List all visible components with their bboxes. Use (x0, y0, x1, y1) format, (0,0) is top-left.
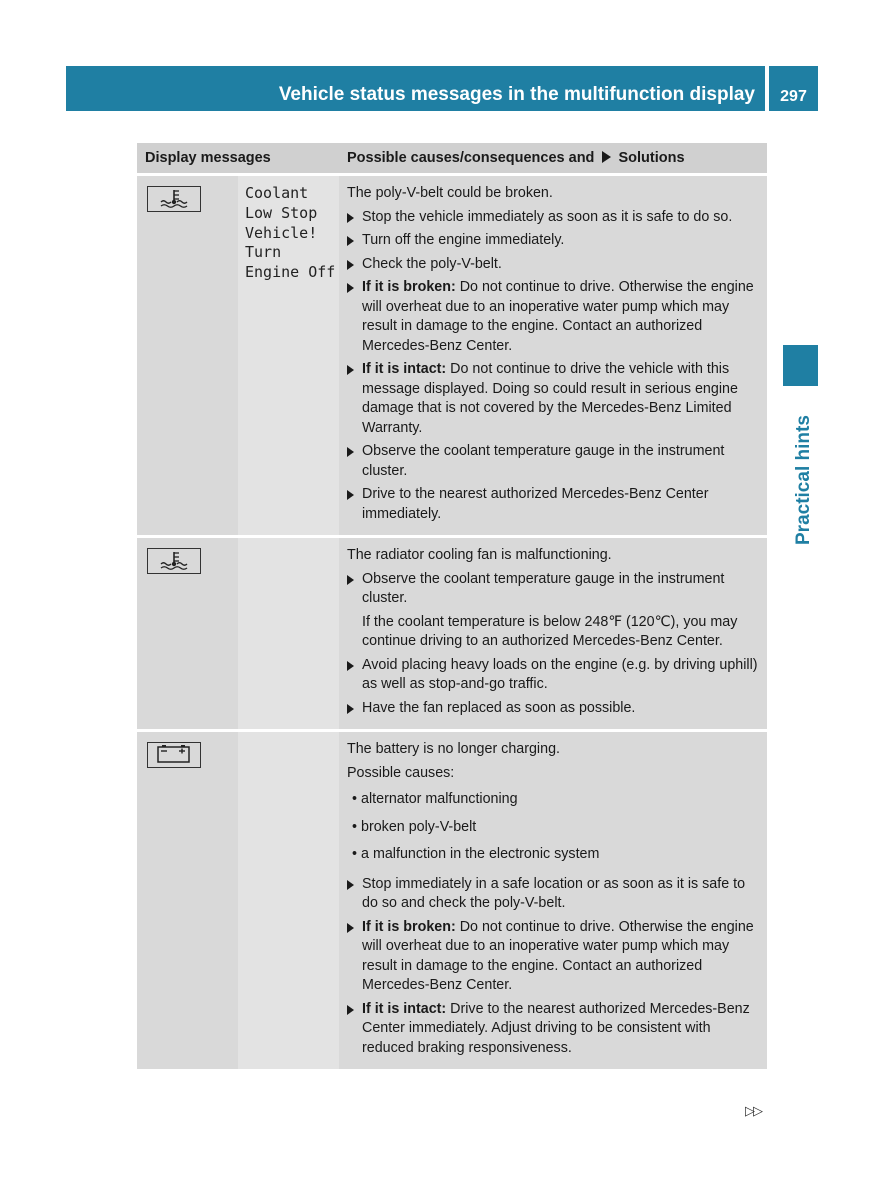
cause-text: alternator malfunctioning (361, 791, 518, 807)
header-bar (66, 66, 765, 111)
arrow-icon (602, 151, 611, 163)
step-arrow-icon (347, 1005, 354, 1015)
solution-step (347, 699, 761, 719)
icon-cell (137, 732, 238, 1069)
status-messages-table (137, 143, 767, 1069)
solution-step (347, 278, 761, 356)
message-line: Vehicle! (245, 223, 318, 242)
cause-intro: The radiator cooling fan is malfunctioning. (347, 547, 612, 563)
solution-step (347, 208, 761, 228)
step-arrow-icon (347, 213, 354, 223)
solution-step (347, 231, 761, 251)
step-condition: If it is broken: (362, 279, 456, 295)
section-tab-marker (783, 345, 818, 386)
step-arrow-icon (347, 880, 354, 890)
causes-cell (339, 538, 767, 729)
solution-step (347, 442, 761, 481)
page-title: Vehicle status messages in the multifunction display (278, 84, 755, 105)
cause-item: • broken poly-V-belt (352, 818, 477, 835)
step-note: If the coolant temperature is below 248℉ (120℃), you may continue driving to an authorized Mercedes-Benz Center. (362, 613, 738, 649)
table-row (137, 538, 767, 729)
solution-step (347, 255, 761, 275)
step-text: Do not continue to drive. Otherwise the engine will overheat due to an inoperative water pump which may result in damage to the engine. Contact an authorized Mercedes-Benz Center. (362, 279, 754, 354)
display-message-cell (238, 538, 339, 729)
solution-step (347, 918, 761, 996)
solution-step (347, 875, 761, 914)
step-text: Observe the coolant temperature gauge in the instrument cluster. (362, 443, 725, 479)
step-arrow-icon (347, 283, 354, 293)
step-text: Do not continue to drive. Otherwise the engine will overheat due to an inoperative water pump which may result in damage to the engine. Contact an authorized Mercedes-Benz Center. (362, 918, 754, 993)
page-number: 297 (780, 88, 807, 105)
coolant-temperature-icon (147, 548, 201, 574)
step-text: Avoid placing heavy loads on the engine (e.g. by driving uphill) as well as stop-and-go traffic. (362, 656, 758, 692)
continue-arrows-icon: ▷▷ (745, 1103, 761, 1118)
step-text: Drive to the nearest authorized Mercedes-Benz Center immediately. Adjust driving to be consistent with reduced braking responsiveness. (362, 1000, 750, 1056)
cause-item: • alternator malfunctioning (352, 791, 518, 807)
step-arrow-icon (347, 490, 354, 500)
column-header-causes (339, 143, 767, 173)
solution-step (347, 360, 761, 438)
step-text: Drive to the nearest authorized Mercedes-Benz Center immediately. (362, 486, 709, 522)
step-arrow-icon (347, 365, 354, 375)
step-text: Do not continue to drive the vehicle with this message displayed. Doing so could result in serious engine damage that is not covered by the Mercedes-Benz Limited Warranty. (362, 361, 738, 436)
step-text: Observe the coolant temperature gauge in the instrument cluster. (362, 570, 725, 606)
message-line: Low Stop (245, 203, 318, 222)
step-arrow-icon (347, 704, 354, 714)
cause-intro: The poly-V-belt could be broken. (347, 185, 553, 201)
cause-text: a malfunction in the electronic system (361, 846, 600, 862)
coolant-temperature-icon (147, 186, 201, 212)
table-row (137, 176, 767, 535)
column-header-solutions-label: Solutions (618, 150, 685, 166)
step-arrow-icon (347, 661, 354, 671)
message-line: Turn (245, 243, 282, 262)
icon-cell (137, 538, 238, 729)
causes-cell (339, 176, 767, 535)
page-number-box (769, 66, 818, 111)
step-condition: If it is intact: (362, 361, 447, 377)
display-message-cell (238, 732, 339, 1069)
section-label: Practical hints (793, 415, 814, 545)
step-condition: If it is intact: (362, 1000, 447, 1017)
display-message-text (238, 176, 339, 283)
cause-text: broken poly-V-belt (361, 818, 477, 835)
step-condition: If it is broken: (362, 918, 456, 935)
display-message-cell (238, 176, 339, 535)
solution-step (347, 485, 761, 524)
cause-intro: The battery is no longer charging. (347, 741, 560, 757)
column-header-causes-label: Possible causes/consequences and (347, 150, 595, 166)
table-row (137, 732, 767, 1069)
step-arrow-icon (347, 923, 354, 933)
solution-step (347, 656, 761, 695)
step-arrow-icon (347, 236, 354, 246)
battery-icon (147, 742, 201, 768)
step-text: Check the poly-V-belt. (362, 255, 502, 272)
icon-cell (137, 176, 238, 535)
message-line: Engine Off (245, 263, 336, 282)
table-header-row (137, 143, 767, 173)
step-arrow-icon (347, 575, 354, 585)
step-text: Have the fan replaced as soon as possible. (362, 699, 636, 716)
message-line: Coolant (245, 184, 309, 202)
column-header-display: Display messages (137, 143, 339, 173)
causes-label: Possible causes: (347, 764, 455, 781)
solution-step (347, 570, 761, 609)
step-text: Stop the vehicle immediately as soon as it is safe to do so. (362, 208, 733, 225)
cause-item: • a malfunction in the electronic system (352, 846, 600, 862)
solution-step (347, 1000, 761, 1059)
step-text: Stop immediately in a safe location or as soon as it is safe to do so and check the poly-V-belt. (362, 875, 746, 911)
step-arrow-icon (347, 260, 354, 270)
causes-cell (339, 732, 767, 1069)
step-text: Turn off the engine immediately. (362, 232, 565, 248)
step-arrow-icon (347, 447, 354, 457)
